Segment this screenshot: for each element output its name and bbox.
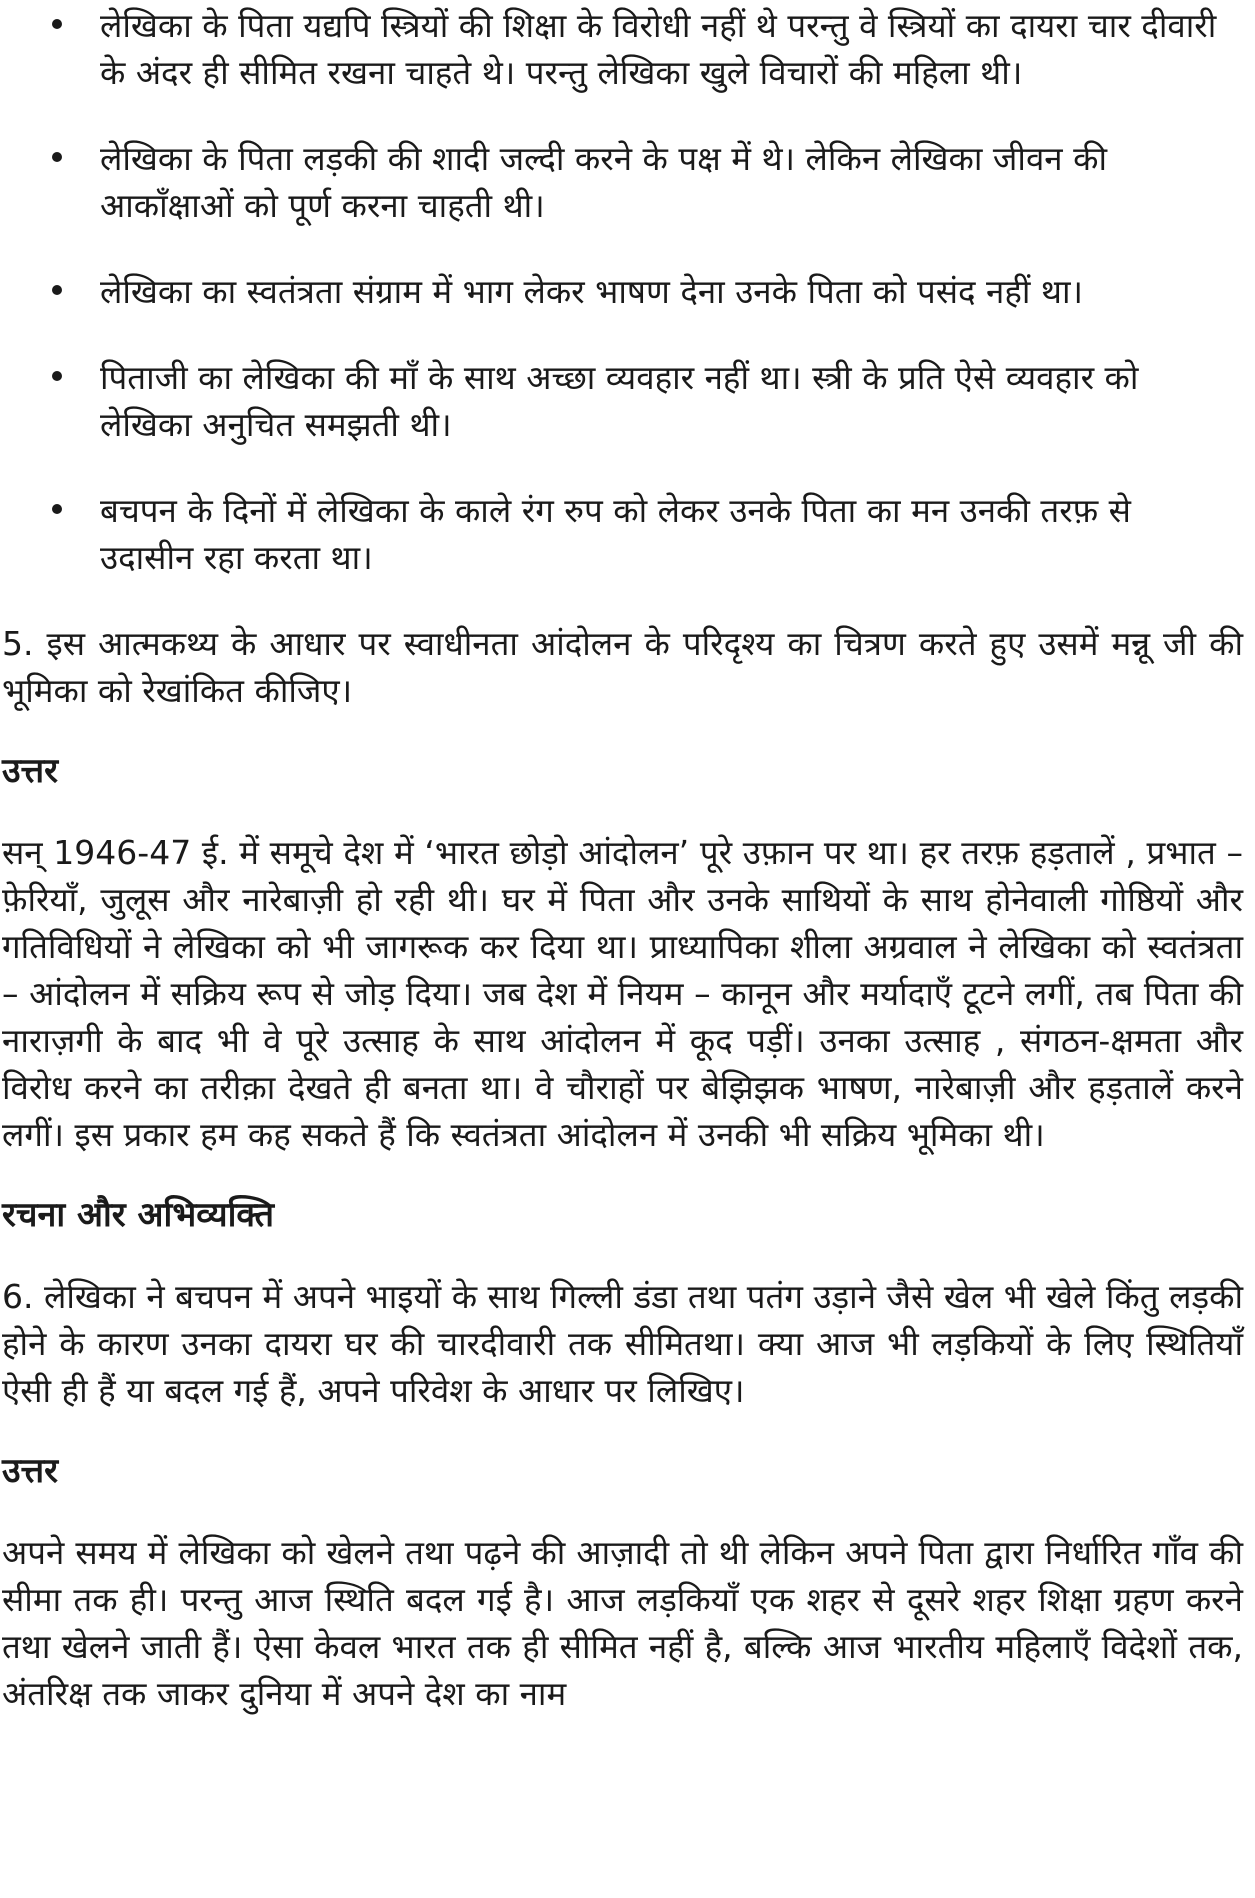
bullet-text: पिताजी का लेखिका की माँ के साथ अच्छा व्यवहार नहीं था। स्त्री के प्रति ऐसे व्यवहार को लेखिका अनुचित समझती थी।: [100, 358, 1139, 444]
bullet-dot-icon: [52, 285, 62, 295]
bullet-list: [2, 2, 1243, 581]
bullet-text: बचपन के दिनों में लेखिका के काले रंग रुप को लेकर उनके पिता का मन उनकी तरफ़ से उदासीन रहा करता था।: [100, 491, 1131, 577]
answer-5: सन् 1946-47 ई. में समूचे देश में ‘भारत छोड़ो आंदोलन’ पूरे उफ़ान पर था। हर तरफ़ हड़तालें , प्रभात – फ़ेरियाँ, जुलूस और नारेबाज़ी हो रही थी। घर में पिता और उनके साथियों के साथ होनेवाली गोष्ठियों और गतिविधियों ने लेखिका को भी जागरूक कर दिया था। प्राध्यापिका शीला अग्रवाल ने लेखिका को स्वतंत्रता – आंदोलन में सक्रिय रूप से जोड़ दिया। जब देश में नियम – कानून और मर्यादाएँ टूटने लगीं, तब पिता की नाराज़गी के बाद भी वे पूरे उत्साह के साथ आंदोलन में कूद पड़ीं। उनका उत्साह , संगठन-क्षमता और विरोध करने का तरीक़ा देखते ही बनता था। वे चौराहों पर बेझिझक भाषण, नारेबाज़ी और हड़तालें करने लगीं। इस प्रकार हम कह सकते हैं कि स्वतंत्रता आंदोलन में उनकी भी सक्रिय भूमिका थी।: [2, 833, 1243, 1154]
answer-heading-5: उत्तर: [2, 751, 59, 791]
bullet-dot-icon: [52, 152, 62, 162]
bullet-item: [2, 135, 1225, 229]
question-5: 5. इस आत्मकथ्य के आधार पर स्वाधीनता आंदोलन के परिदृश्य का चित्रण करते हुए उसमें मन्नू जी की भूमिका को रेखांकित कीजिए।: [2, 624, 1243, 710]
bullet-text: लेखिका के पिता यद्यपि स्त्रियों की शिक्षा के विरोधी नहीं थे परन्तु वे स्त्रियों का दायरा चार दीवारी के अंदर ही सीमित रखना चाहते थे। परन्तु लेखिका खुले विचारों की महिला थी।: [100, 6, 1217, 92]
bullet-dot-icon: [52, 504, 62, 514]
bullet-item: [2, 268, 1225, 315]
section-heading: रचना और अभिव्यक्ति: [2, 1195, 274, 1235]
bullet-dot-icon: [52, 19, 62, 29]
question-6: 6. लेखिका ने बचपन में अपने भाइयों के साथ गिल्ली डंडा तथा पतंग उड़ाने जैसे खेल भी खेले किंतु लड़की होने के कारण उनका दायरा घर की चारदीवारी तक सीमितथा। क्या आज भी लड़कियों के लिए स्थितियाँ ऐसी ही हैं या बदल गई हैं, अपने परिवेश के आधार पर लिखिए।: [2, 1277, 1243, 1410]
bullet-item: [2, 2, 1225, 96]
answer-heading-6: उत्तर: [2, 1451, 59, 1491]
answer-6: अपने समय में लेखिका को खेलने तथा पढ़ने की आज़ादी तो थी लेकिन अपने पिता द्वारा निर्धारित गाँव की सीमा तक ही। परन्तु आज स्थिति बदल गई है। आज लड़कियाँ एक शहर से दूसरे शहर शिक्षा ग्रहण करने तथा खेलने जाती हैं। ऐसा केवल भारत तक ही सीमित नहीं है, बल्कि आज भारतीय महिलाएँ विदेशों तक, अंतरिक्ष तक जाकर दुनिया में अपने देश का नाम: [2, 1533, 1243, 1713]
bullet-item: [2, 354, 1225, 448]
bullet-item: [2, 487, 1225, 581]
bullet-text: लेखिका के पिता लड़की की शादी जल्दी करने के पक्ष में थे। लेकिन लेखिका जीवन की आकाँक्षाओं को पूर्ण करना चाहती थी।: [100, 139, 1107, 225]
bullet-dot-icon: [52, 371, 62, 381]
bullet-text: लेखिका का स्वतंत्रता संग्राम में भाग लेकर भाषण देना उनके पिता को पसंद नहीं था।: [100, 272, 1084, 311]
